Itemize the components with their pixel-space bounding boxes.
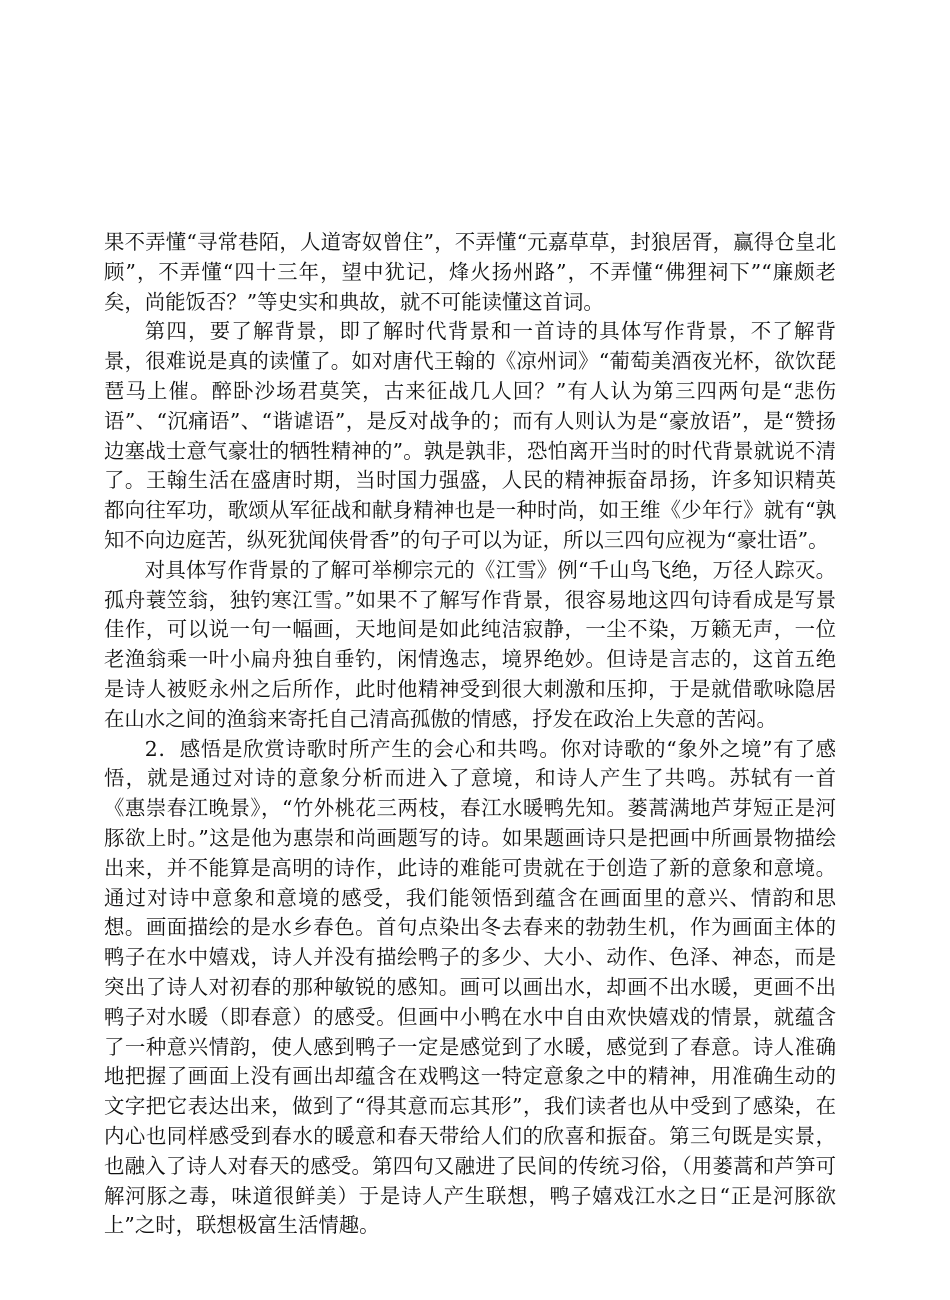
paragraph-insight: 2．感悟是欣赏诗歌时所产生的会心和共鸣。你对诗歌的“象外之境”有了感悟，就是通过对诗的意象分析而进入了意境，和诗人产生了共鸣。苏轼有一首《惠崇春江晚景》，“竹外桃花三两枝，春江水暖鸭先知。蒌蒿满地芦芽短正是河豚欲上时。”这是他为惠崇和尚画题写的诗。如果题画诗只是把画中所画景物描绘出来，并不能算是高明的诗作，此诗的难能可贵就在于创造了新的意象和意境。通过对诗中意象和意境的感受，我们能领悟到蕴含在画面里的意兴、情韵和思想。画面描绘的是水乡春色。首句点染出冬去春来的勃勃生机，作为画面主体的鸭子在水中嬉戏，诗人并没有描绘鸭子的多少、大小、动作、色泽、神态，而是突出了诗人对初春的那种敏锐的感知。画可以画出水，却画不出水暖，更画不出鸭子对水暖（即春意）的感受。但画中小鸭在水中自由欢快嬉戏的情景，就蕴含了一种意兴情韵，使人感到鸭子一定是感觉到了水暖，感觉到了春意。诗人准确地把握了画面上没有画出却蕴含在戏鸭这一特定意象之中的精神，用准确生动的文字把它表达出来，做到了“得其意而忘其形”，我们读者也从中受到了感染，在内心也同样感受到春水的暖意和春天带给人们的欣喜和振奋。第三句既是实景，也融入了诗人对春天的感受。第四句又融进了民间的传统习俗，（用蒌蒿和芦笋可解河豚之毒，味道很鲜美）于是诗人产生联想，鸭子嬉戏江水之日“正是河豚欲上”之时，联想极富生活情趣。 [104,736,836,1238]
document-page [104,228,836,1241]
paragraph-background: 第四，要了解背景，即了解时代背景和一首诗的具体写作背景，不了解背景，很难说是真的读懂了。如对唐代王翰的《凉州词》“葡萄美酒夜光杯，欲饮琵琶马上催。醉卧沙场君莫笑，古来征战几人回？”有人认为第三四两句是“悲伤语”、“沉痛语”、“谐谑语”，是反对战争的；而有人则认为是“豪放语”，是“赞扬边塞战士意气豪壮的牺牲精神的”。孰是孰非，恐怕离开当时的时代背景就说不清了。王翰生活在盛唐时期，当时国力强盛，人民的精神振奋昂扬，许多知识精英都向往军功，歌颂从军征战和献身精神也是一种时尚，如王维《少年行》就有“孰知不向边庭苦，纵死犹闻侠骨香”的句子可以为证，所以三四句应视为“豪壮语”。 [104,319,836,552]
paragraph-writing-background: 对具体写作背景的了解可举柳宗元的《江雪》例“千山鸟飞绝，万径人踪灭。孤舟蓑笠翁，独钓寒江雪。”如果不了解写作背景，很容易地这四句诗看成是写景佳作，可以说一句一幅画，天地间是如此纯洁寂静，一尘不染，万籁无声，一位老渔翁乘一叶小扁舟独自垂钓，闲情逸志，境界绝妙。但诗是言志的，这首五绝是诗人被贬永州之后所作，此时他精神受到很大刺激和压抑，于是就借歌咏隐居在山水之间的渔翁来寄托自己清高孤傲的情感，抒发在政治上失意的苦闷。 [104,557,836,731]
paragraph-continuation: 果不弄懂“寻常巷陌，人道寄奴曾住”，不弄懂“元嘉草草，封狼居胥，赢得仓皇北顾”，不弄懂“四十三年，望中犹记，烽火扬州路”，不弄懂“佛狸祠下”“廉颇老矣，尚能饭否？”等史实和典故，就不可能读懂这首词。 [104,230,836,314]
